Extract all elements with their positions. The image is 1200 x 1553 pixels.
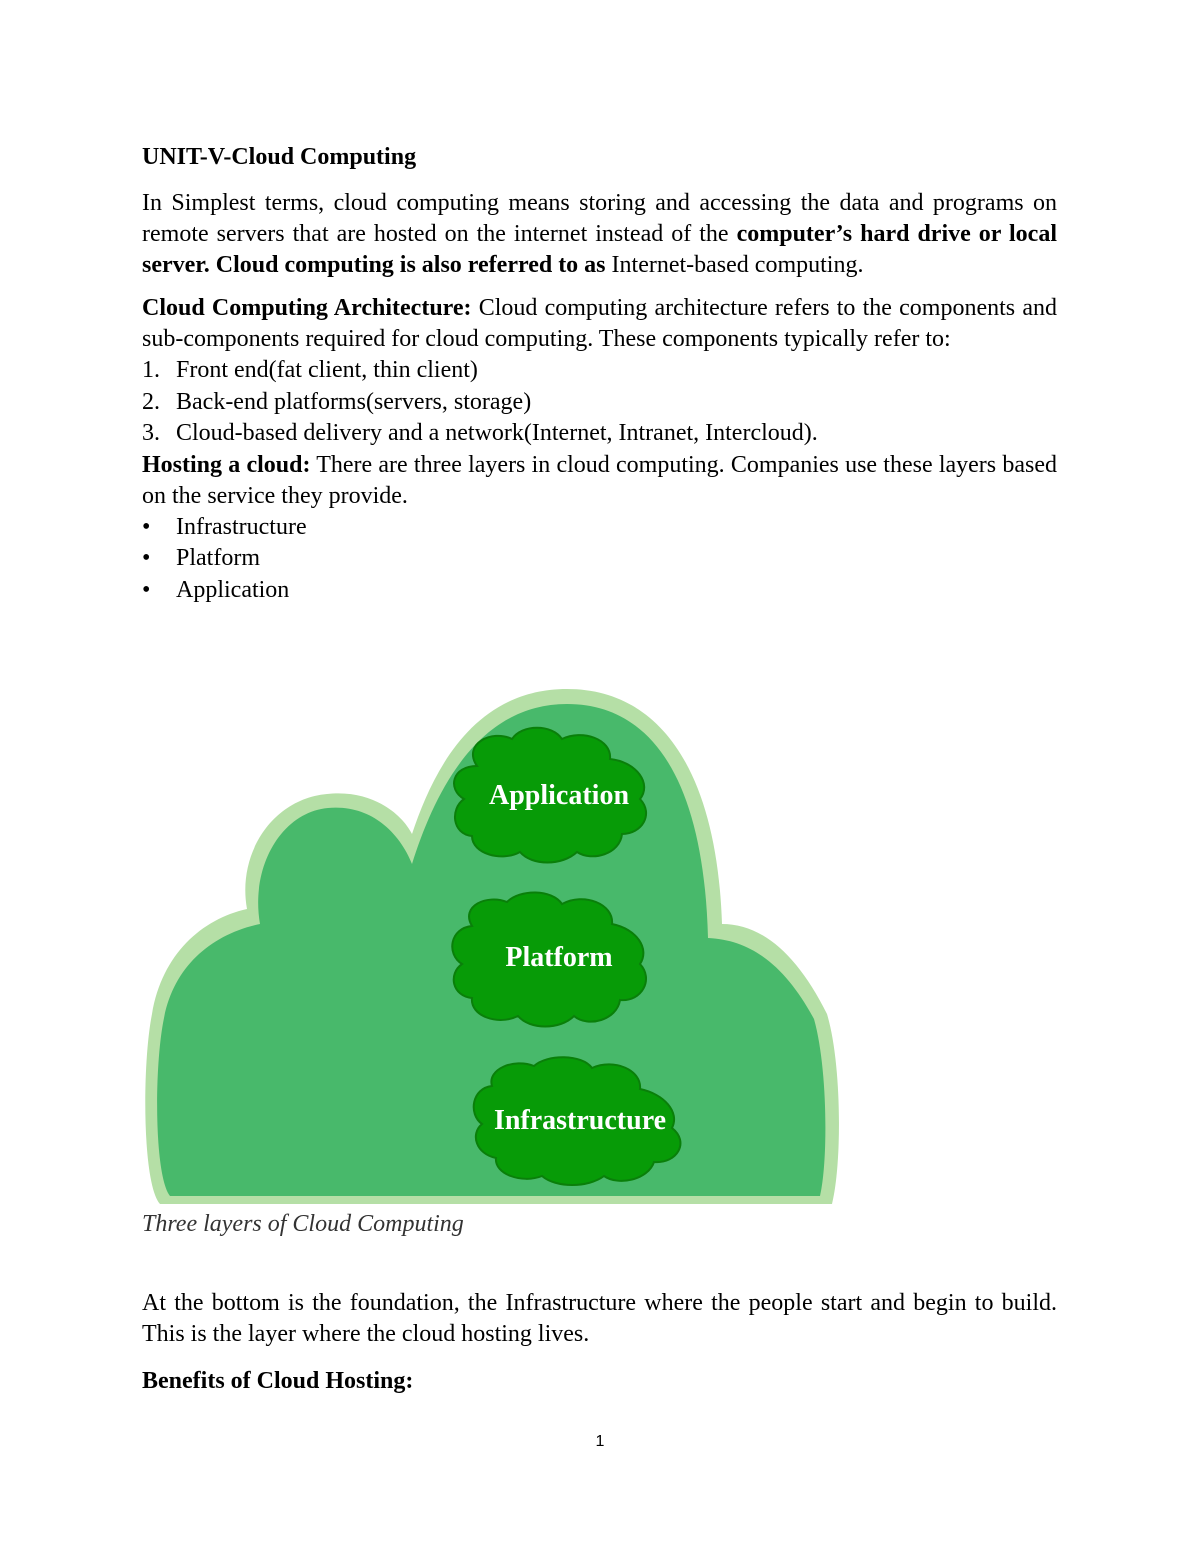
architecture-heading: Cloud Computing Architecture: — [142, 295, 472, 321]
bullet-icon: • — [142, 513, 151, 540]
list-item — [142, 387, 1057, 419]
hosting-layer-list — [142, 512, 1057, 607]
hosting-text: There are three layers in cloud computing. Companies use these layers based on the service they provide. — [142, 451, 1057, 509]
architecture-list — [142, 355, 1057, 450]
hosting-paragraph — [142, 450, 1057, 512]
list-item — [142, 418, 1057, 450]
list-item-text: Infrastructure — [176, 513, 307, 540]
infrastructure-layer-label: Infrastructure — [493, 1105, 667, 1136]
platform-layer-label: Platform — [505, 942, 613, 973]
hosting-heading: Hosting a cloud: — [142, 451, 311, 478]
list-item-text: Cloud-based delivery and a network(Internet, Intranet, Intercloud). — [176, 420, 818, 446]
list-item-text: Platform — [176, 545, 260, 571]
bullet-icon: • — [142, 576, 151, 603]
architecture-text: Cloud computing architecture refers to the components and sub-components required for cloud computing. These components typically refer to: — [142, 295, 1057, 352]
bullet-icon: • — [142, 545, 151, 571]
list-item — [142, 575, 1057, 607]
list-number: 2. — [142, 388, 160, 415]
intro-tail: Internet-based computing. — [605, 252, 864, 278]
list-number: 1. — [142, 357, 160, 383]
page-number: 1 — [595, 1433, 605, 1450]
intro-text: In Simplest terms, cloud computing means storing and accessing the data and programs on remote servers that are hosted on the internet instead of the — [142, 190, 1057, 247]
list-item — [142, 543, 1057, 575]
list-item-text: Back-end platforms(servers, storage) — [176, 388, 532, 415]
after-figure-section — [142, 1288, 1057, 1350]
page-title: UNIT-V-Cloud Computing — [142, 144, 417, 170]
list-item — [142, 355, 1057, 387]
main-content — [142, 140, 1057, 606]
list-item — [142, 512, 1057, 544]
list-item-text: Application — [176, 576, 290, 603]
figure-caption: Three layers of Cloud Computing — [142, 1211, 464, 1237]
cloud-layers-diagram — [142, 684, 842, 1214]
foundation-paragraph: At the bottom is the foundation, the Infrastructure where the people start and begin to build. This is the layer where the cloud hosting lives. — [142, 1290, 1057, 1347]
benefits-heading: Benefits of Cloud Hosting: — [142, 1368, 414, 1394]
intro-bold-text: computer’s hard drive or local server. Cloud computing is also referred to as — [142, 221, 1058, 278]
intro-paragraph — [142, 188, 1057, 281]
application-layer-label: Application — [488, 780, 630, 811]
architecture-paragraph — [142, 293, 1057, 355]
list-number: 3. — [142, 420, 160, 446]
list-item-text: Front end(fat client, thin client) — [176, 357, 478, 383]
